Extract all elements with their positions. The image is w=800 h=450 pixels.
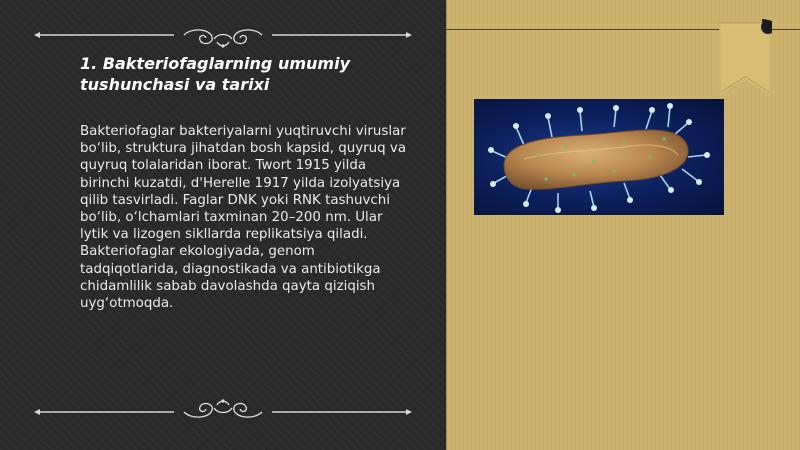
- bookmark-ribbon-icon: [718, 19, 772, 97]
- top-scroll-ornament-icon: [34, 29, 412, 51]
- slide-title: 1. Bakteriofaglarning umumiy tushunchasi va tarixi: [80, 54, 350, 94]
- slide-body-text: Bakteriofaglar bakteriyalarni yuqtiruvchi viruslar bo‘lib, struktura jihatdan bosh kapsid, quyruq va quyruq tolalaridan iborat. Twort 1915 yilda birinchi kuzatdi, d'Herelle 1917 yilda izolyatsiya qilib tasvirladi. Faglar DNK yoki RNK tashuvchi bo‘lib, o‘lchamlari taxminan 20–200 nm. Ular lytik va lizogen sikllarda replikatsiya qiladi. Bakteriofaglar ekologiyada, genom tadqiqotlarida, diagnostikada va antibiotikga chidamlilik sabab davolashda qayta qiziqish uyg‘otmoqda.: [80, 124, 407, 312]
- bottom-scroll-ornament-icon: [34, 398, 412, 420]
- bacterium-with-phages-image: [474, 99, 724, 215]
